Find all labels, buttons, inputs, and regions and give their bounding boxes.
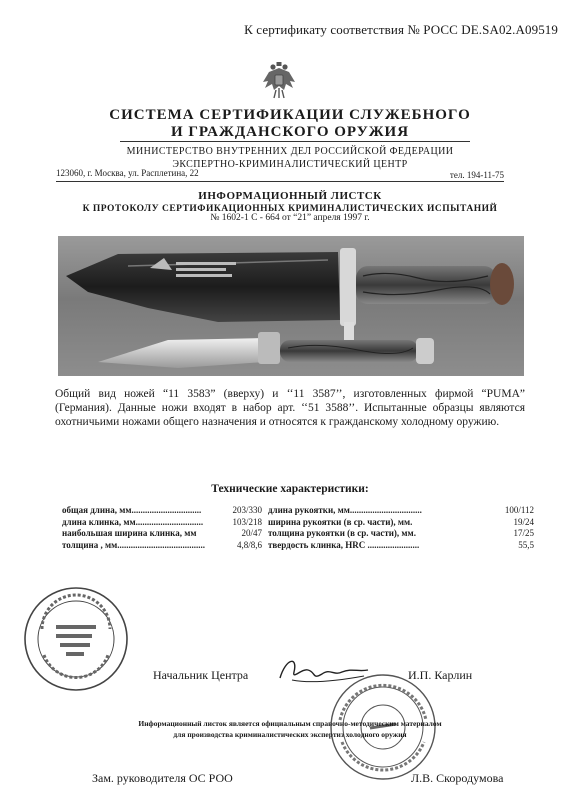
deputy-name: Л.В. Скородумова (411, 771, 504, 785)
spec-row: длина рукоятки, мм................................ 100/112 (268, 505, 534, 515)
handwritten-signature-icon (272, 650, 372, 692)
protocol-reference: № 1602-1 С - 664 от “21” апреля 1997 г. (210, 213, 370, 223)
spec-row: ширина рукоятки (в ср. части), мм. 19/24 (268, 516, 534, 527)
ministry-line1: МИНИСТЕРСТВО ВНУТРЕННИХ ДЕЛ РОССИЙСКОЙ ФЕДЕРАЦИИ (126, 146, 454, 157)
knives-photo-icon (58, 236, 524, 376)
spec-row: длина клинка, мм.............................. 103/218 (62, 516, 262, 527)
specs-left-column (62, 505, 262, 551)
info-title-line: ИНФОРМАЦИОННЫЙ ЛИСТСК (198, 190, 382, 202)
system-title-line2: И ГРАЖДАНСКОГО ОРУЖИЯ (170, 124, 410, 140)
signer-name: И.П. Карлин (408, 668, 473, 682)
system-title (0, 107, 580, 141)
divider (56, 181, 504, 182)
footnote (0, 718, 580, 740)
ministry-line2: ЭКСПЕРТНО-КРИМИНАЛИСТИЧЕСКИЙ ЦЕНТР (172, 159, 408, 170)
spec-row: твердость клинка, HRC ....................... 55,5 (268, 539, 534, 550)
footnote-line2: для производства криминалистических экспертиз холодного оружия (173, 730, 407, 739)
address: 123060, г. Москва, ул. Расплетина, 22 (56, 168, 199, 178)
footnote-line1: Информационный листок является официальным справочно-методическим материалом (138, 719, 442, 728)
spec-row: общая длина, мм............................... 203/330 (62, 505, 262, 515)
double-headed-eagle-icon (262, 60, 296, 100)
round-seal-icon (22, 585, 130, 693)
signer-title: Начальник Центра (153, 668, 249, 682)
specs-right-column (268, 505, 534, 551)
system-title-line1: СИСТЕМА СЕРТИФИКАЦИИ СЛУЖЕБНОГО (109, 107, 471, 123)
spec-row: толщина рукоятки (в ср. части), мм. 17/25 (268, 528, 534, 538)
description-text: Общий вид ножей “11 3583” (вверху) и ‘‘11 3587’’, изготовленных фирмой “PUMA” (Германия). Данные ножи входят в набор арт. ‘‘51 3588’’. Испытанные образцы являются охотничьими ножами общего назначения и относятся к гражданскому холодному оружию. (55, 388, 525, 428)
deputy-title: Зам. руководителя ОС РОО (92, 771, 233, 785)
spec-row: толщина , мм....................................... 4,8/8,6 (62, 539, 262, 550)
info-subtitle-line: К ПРОТОКОЛУ СЕРТИФИКАЦИОННЫХ КРИМИНАЛИСТИЧЕСКИХ ИСПЫТАНИЙ (82, 204, 498, 214)
divider (120, 141, 470, 142)
spec-row: наибольшая ширина клинка, мм 20/47 (62, 528, 262, 538)
certificate-reference: К сертификату соответствия № РОСС DE.SA02.A09519 (244, 22, 558, 37)
telephone: тел. 194-11-75 (449, 170, 504, 180)
specs-heading: Технические характеристики: (211, 483, 369, 495)
